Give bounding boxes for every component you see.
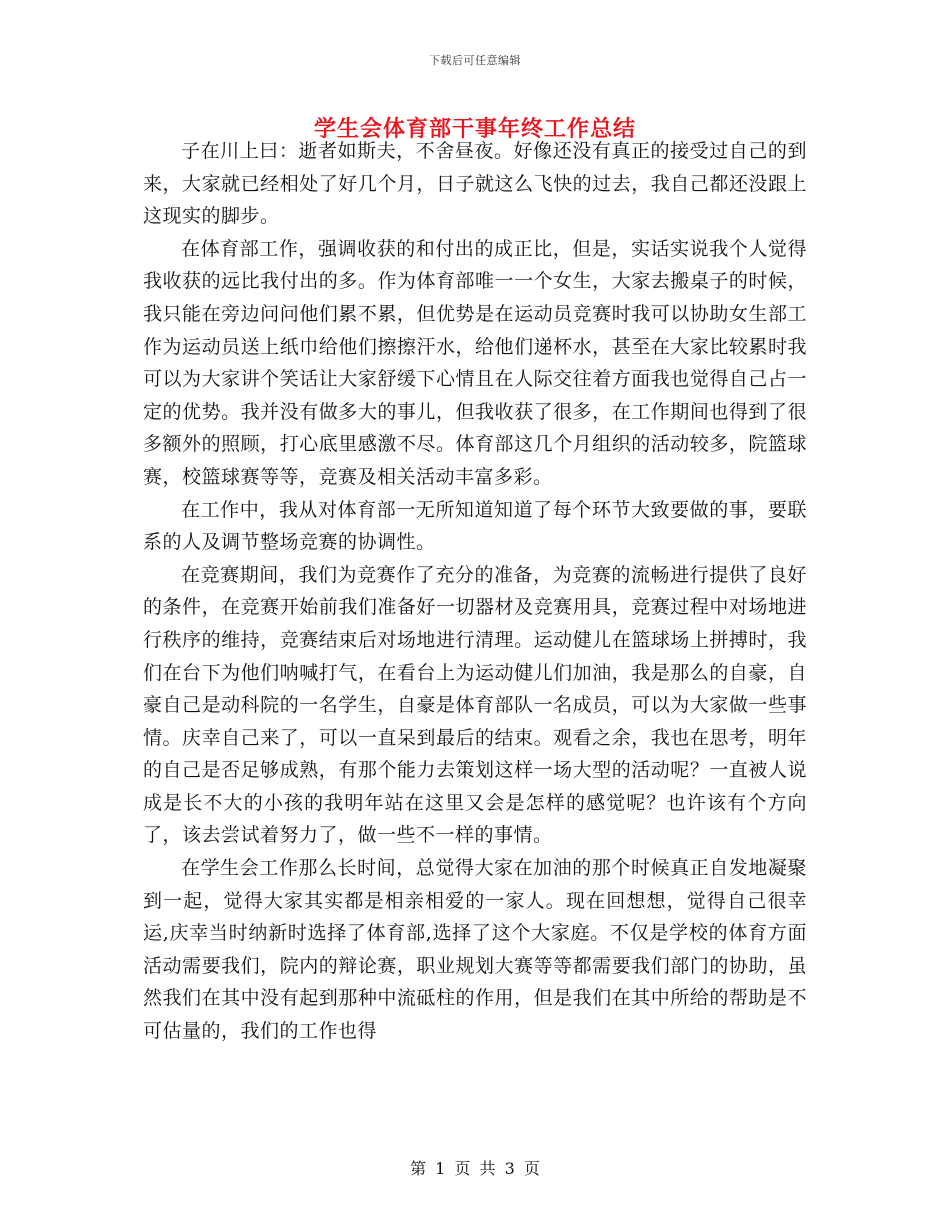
paragraph: 在竞赛期间，我们为竞赛作了充分的准备，为竞赛的流畅进行提供了良好的条件，在竞赛开始前我们准备好一切器材及竞赛用具，竞赛过程中对场地进行秩序的维持，竞赛结束后对场地进行清理。运动健儿在篮球场上拼搏时，我们在台下为他们呐喊打气，在看台上为运动健儿们加油，我是那么的自豪，自豪自己是动科院的一名学生，自豪是体育部队一名成员，可以为大家做一些事情。庆幸自己来了，可以一直呆到最后的结束。观看之余，我也在思考，明年的自己是否足够成熟，有那个能力去策划这样一场大型的活动呢？一直被人说成是长不大的小孩的我明年站在这里又会是怎样的感觉呢？也许该有个方向了，该去尝试着努力了，做一些不一样的事情。	[143, 563, 807, 847]
paragraph: 子在川上曰：逝者如斯夫，不舍昼夜。好像还没有真正的接受过自己的到来，大家就已经相处了好几个月，日子就这么飞快的过去，我自己都还没跟上这现实的脚步。	[143, 140, 807, 228]
page-footer: 第 1 页 共 3 页	[410, 1159, 540, 1178]
paragraph: 在学生会工作那么长时间，总觉得大家在加油的那个时候真正自发地凝聚到一起，觉得大家其实都是相亲相爱的一家人。现在回想想，觉得自己很幸运,庆幸当时纳新时选择了体育部,选择了这个大家庭。不仅是学校的体育方面活动需要我们，院内的辩论赛，职业规划大赛等等都需要我们部门的协助，虽然我们在其中没有起到那种中流砥柱的作用，但是我们在其中所给的帮助是不可估量的，我们的工作也得	[143, 857, 807, 1043]
header-note: 下载后可任意编辑	[429, 54, 521, 67]
document-body	[143, 135, 807, 1048]
paragraph: 在工作中，我从对体育部一无所知道知道了每个环节大致要做的事，要联系的人及调节整场竞赛的协调性。	[143, 498, 807, 554]
document-title: 学生会体育部干事年终工作总结	[313, 116, 636, 142]
paragraph: 在体育部工作，强调收获的和付出的成正比，但是，实话实说我个人觉得我收获的远比我付出的多。作为体育部唯一一个女生，大家去搬桌子的时候，我只能在旁边问问他们累不累，但优势是在运动员竞赛时我可以协助女生部工作为运动员送上纸巾给他们擦擦汗水，给他们递杯水，甚至在大家比较累时我可以为大家讲个笑话让大家舒缓下心情且在人际交往着方面我也觉得自己占一定的优势。我并没有做多大的事儿，但我收获了很多，在工作期间也得到了很多额外的照顾，打心底里感激不尽。体育部这几个月组织的活动较多，院篮球赛，校篮球赛等等，竞赛及相关活动丰富多彩。	[143, 237, 807, 488]
